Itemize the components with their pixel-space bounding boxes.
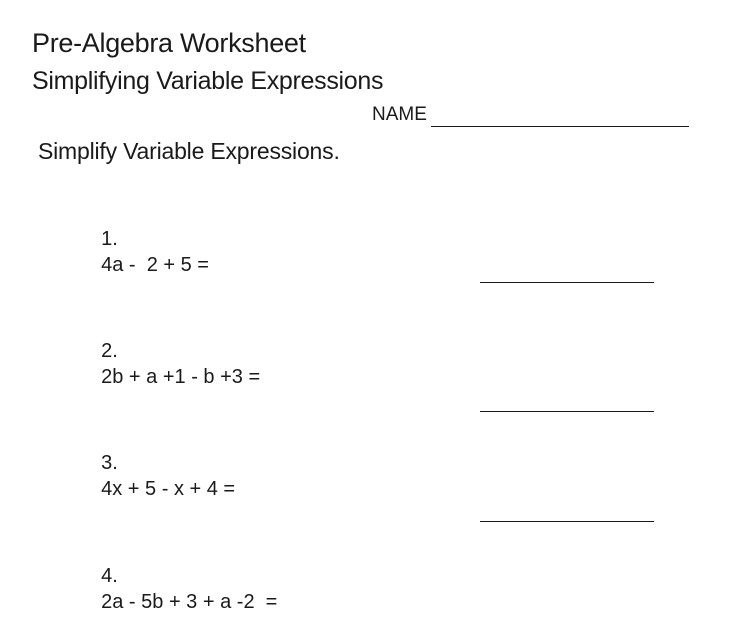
problem-number: 2. [101,340,118,362]
problem-item [90,537,277,615]
name-blank-line [431,104,689,127]
name-label: NAME [372,104,427,125]
problem-item [90,200,209,278]
instructions-text: Simplify Variable Expressions. [38,138,340,164]
name-field-row [372,103,689,127]
problem-number: 4. [101,565,118,587]
problem-item [90,312,260,390]
problem-expression: 2b + a +1 - b +3 = [101,366,261,388]
answer-line [480,521,654,522]
problem-expression: 4a - 2 + 5 = [101,254,209,276]
problem-expression: 4x + 5 - x + 4 = [101,478,236,500]
worksheet-subtitle: Simplifying Variable Expressions [32,67,384,95]
problem-number: 1. [101,228,118,250]
answer-line [480,282,654,283]
answer-line [480,411,654,412]
problem-expression: 2a - 5b + 3 + a -2 = [101,591,278,613]
worksheet-title: Pre-Algebra Worksheet [32,28,306,58]
problem-item [90,424,235,502]
problem-number: 3. [101,452,118,474]
